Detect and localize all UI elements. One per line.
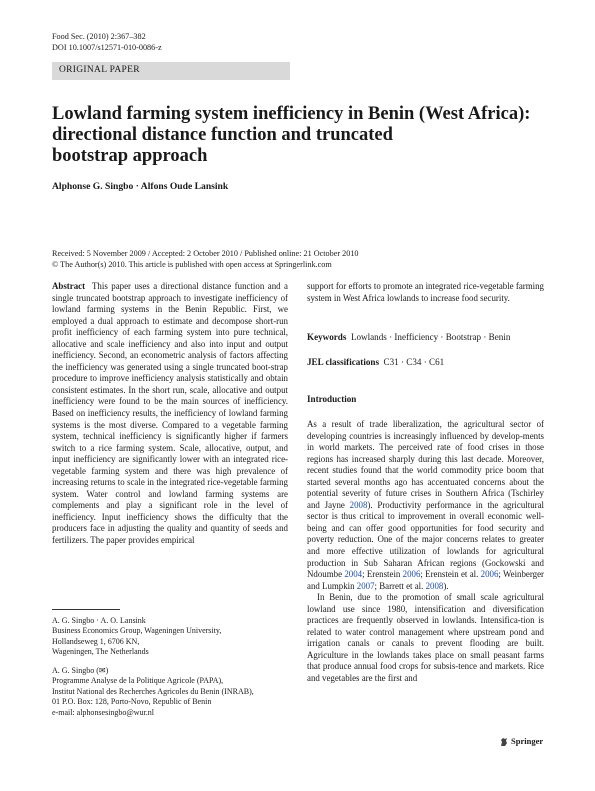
section-band: [52, 62, 290, 80]
section-label: ORIGINAL PAPER: [59, 65, 140, 75]
affiliation-line: 01 P.O. Box: 128, Porto-Novo, Republic of Benin: [52, 697, 212, 707]
abstract-continuation: [307, 281, 544, 304]
affiliation-line: Hollandseweg 1, 6706 KN,: [52, 636, 140, 646]
paper-title: [52, 104, 542, 167]
title-line: bootstrap approach: [52, 146, 208, 166]
citation-link[interactable]: 2008: [349, 499, 368, 510]
affiliation-line: Programme Analyse de la Politique Agricole (PAPA),: [52, 676, 224, 686]
history-dates: Received: 5 November 2009 / Accepted: 2 October 2010 / Published online: 21 October 2010: [52, 249, 359, 258]
affiliation-authors: A. G. Singbo · A. O. Lansink: [52, 616, 146, 625]
jel-text: C31 · C34 · C61: [383, 357, 445, 367]
introduction-heading: Introduction: [307, 394, 357, 404]
journal-header: [52, 31, 162, 53]
introduction-body: [307, 419, 544, 685]
springer-logo: [499, 736, 545, 748]
keywords: [307, 332, 544, 342]
springer-logo-text: Springer: [511, 736, 544, 746]
affiliation-block-2: [52, 666, 254, 718]
corresponding-author: A. G. Singbo (✉): [52, 666, 109, 675]
affiliation-line: Wageningen, The Netherlands: [52, 647, 149, 657]
copyright-line: © The Author(s) 2010. This article is published with open access at Springerlink.com: [52, 260, 332, 269]
doi[interactable]: DOI 10.1007/s12571-010-0086-z: [52, 43, 162, 52]
abstract-text: This paper uses a directional distance function and a single truncated bootstrap approach to investigate inefficiency of lowland farming systems in the Benin Republic. First, we employed a dual approach to estimate and decompose short-run profit inefficiency of each farming system into pure technical, allocative and scale inefficiency and also into input and output inefficiency. Second, an econometric analysis of factors affecting the inefficiency was generated using a single truncated boot-strap procedure to improve inefficiency analysis statistically and obtain consistent estimates. In the short run, scale, allocative and output inefficiency were found to be the main sources of inefficiency. Based on inefficiency results, the inefficiency of lowland farming systems is the most diverse. Compared to a vegetable farming system, technical inefficiency is significantly higher if farmers switch to a rice farming system. Scale, allocative, output, and input inefficiency are significantly lower with an integrated rice-vegetable farming system and there was high prevalence of increasing returns to scale in the integrated rice-vegetable farming system. Water control and lowland farming systems are complements and play a significant role in the level of inefficiency. Input inefficiency shows the difficulty that the producers face in adjusting the quality and quantity of seeds and fertilizers. The paper provides empirical: [52, 281, 288, 546]
intro-paragraph-2: In Benin, due to the promotion of small scale agricultural lowland use since 1980, intensification and diversification practices are frequently observed in lowlands. Intensifica-tion is related to water control management where upstream pond and irrigation canals or canals to prevent flooding are built. Agriculture in the lowlands takes place on small peasant farms that produce annual food crops for subsis-tence and markets. Rice and vegetables are the first and: [307, 592, 544, 684]
affiliation-line: Institut National des Recherches Agricoles du Benin (INRAB),: [52, 686, 254, 696]
citation-link[interactable]: 2006: [480, 569, 499, 580]
citation-link[interactable]: 2007: [356, 580, 375, 591]
abstract-continuation-text: support for efforts to promote an integrated rice-vegetable farming system in West Africa lowlands to increase food security.: [307, 281, 544, 303]
affiliation-line: Business Economics Group, Wageningen University,: [52, 626, 222, 636]
author-list: Alphonse G. Singbo · Alfons Oude Lansink: [52, 181, 229, 192]
keywords-label: Keywords: [307, 332, 347, 342]
email-link[interactable]: e-mail: alphonsesingbo@wur.nl: [52, 707, 155, 717]
abstract: [52, 281, 288, 547]
keywords-text: Lowlands · Inefficiency · Bootstrap · Benin: [350, 332, 511, 342]
affiliation-block-1: [52, 616, 221, 658]
intro-paragraph-1: As a result of trade liberalization, the agricultural sector of developing countries is increasingly influenced by develop-ments in world markets. The perceived rate of food crises in those regions has increased sharply during this last decade. Moreover, recent studies found that the world commodity price boom that started several months ago has accentuated concerns about the potential severity of future crises in Southern Africa (Tschirley and Jayne 2008). Productivity performance in the agricultural sector is thus critical to improvement in overall economic well-being and can offer good opportunities for food security and poverty reduction. One of the major concerns relates to greater and more effective utilization of lowlands for agricultural production in Sub Saharan African regions (Gockowski and Ndoumbe 2004; Erenstein 2006; Erenstein et al. 2006; Weinberger and Lumpkin 2007; Barrett et al. 2008).: [307, 419, 545, 591]
title-line: Lowland farming system inefficiency in Benin (West Africa):: [52, 104, 531, 124]
springer-horse-icon: [499, 737, 509, 747]
jel-classifications: [307, 357, 544, 367]
journal-citation: Food Sec. (2010) 2:367–382: [52, 32, 146, 41]
footnote-rule: [52, 609, 120, 610]
title-line: directional distance function and truncated: [52, 125, 393, 145]
citation-link[interactable]: 2006: [402, 569, 421, 580]
jel-label: JEL classifications: [307, 357, 379, 367]
citation-link[interactable]: 2004: [344, 569, 363, 580]
article-history: [52, 248, 359, 270]
citation-link[interactable]: 2008: [425, 580, 444, 591]
abstract-label: Abstract: [52, 281, 86, 291]
